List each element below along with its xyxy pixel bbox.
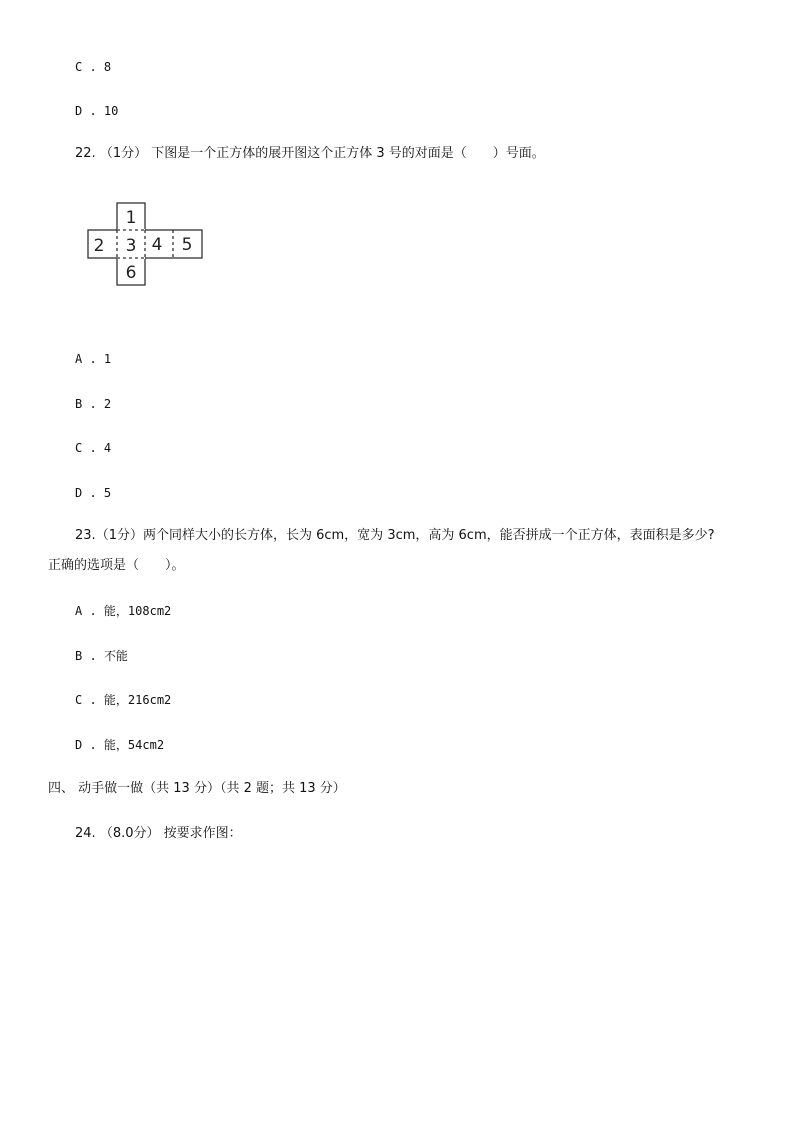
option-letter: C bbox=[75, 441, 83, 455]
question-23 bbox=[75, 528, 715, 544]
option-text: 能，54cm2 bbox=[103, 738, 165, 752]
option-letter: D bbox=[75, 738, 83, 752]
question-22 bbox=[75, 146, 545, 162]
question-score: （1分） bbox=[99, 146, 148, 161]
question-text: 两个同样大小的长方体，长为 6cm，宽为 3cm，高为 6cm，能否拼成一个正方体，表面积是多少? bbox=[142, 528, 715, 543]
q22-option-a[interactable]: A . 1 bbox=[75, 352, 112, 366]
q22-option-c[interactable]: C . 4 bbox=[75, 441, 112, 455]
option-text: 4 bbox=[103, 441, 112, 455]
q22-option-d[interactable]: D . 5 bbox=[75, 486, 112, 500]
option-text: 2 bbox=[103, 397, 112, 411]
net-label-2: 2 bbox=[93, 236, 105, 256]
q23-option-b[interactable]: B . 不能 bbox=[75, 649, 128, 663]
question-number: 24. bbox=[75, 826, 96, 841]
q22-option-b[interactable]: B . 2 bbox=[75, 397, 112, 411]
question-number: 23. bbox=[75, 528, 96, 543]
option-letter: B bbox=[75, 397, 83, 411]
question-score: （1分） bbox=[95, 528, 143, 543]
question-score: （8.0分） bbox=[99, 826, 160, 841]
option-text: 1 bbox=[103, 352, 112, 366]
question-23-continued: 正确的选项是（ ）。 bbox=[48, 558, 185, 573]
net-label-3: 3 bbox=[125, 236, 137, 256]
cube-net-figure bbox=[84, 201, 206, 287]
option-text: 5 bbox=[103, 486, 112, 500]
option-text: 8 bbox=[103, 60, 112, 74]
q23-option-a[interactable]: A . 能，108cm2 bbox=[75, 604, 172, 618]
option-d-prev: D . 10 bbox=[75, 104, 119, 118]
question-text: 按要求作图： bbox=[163, 826, 242, 841]
net-label-4: 4 bbox=[151, 235, 163, 255]
option-text: 不能 bbox=[103, 649, 128, 663]
net-label-5: 5 bbox=[181, 235, 193, 255]
option-letter: D bbox=[75, 104, 83, 118]
option-letter: A bbox=[75, 604, 83, 618]
net-label-1: 1 bbox=[125, 208, 137, 228]
option-text: 能，108cm2 bbox=[103, 604, 172, 618]
option-letter: C bbox=[75, 60, 83, 74]
option-letter: B bbox=[75, 649, 83, 663]
option-text: 10 bbox=[103, 104, 119, 118]
question-24 bbox=[75, 826, 242, 842]
question-text: 下图是一个正方体的展开图这个正方体 3 号的对面是（ ）号面。 bbox=[151, 146, 545, 161]
section-heading: 四、 动手做一做（共 13 分）（共 2 题；共 13 分） bbox=[48, 781, 346, 796]
option-c-prev: C . 8 bbox=[75, 60, 112, 74]
option-text: 能，216cm2 bbox=[103, 693, 172, 707]
q23-option-c[interactable]: C . 能，216cm2 bbox=[75, 693, 172, 707]
option-letter: D bbox=[75, 486, 83, 500]
q23-option-d[interactable]: D . 能，54cm2 bbox=[75, 738, 165, 752]
option-letter: C bbox=[75, 693, 83, 707]
net-label-6: 6 bbox=[125, 263, 137, 283]
question-number: 22. bbox=[75, 146, 96, 161]
option-letter: A bbox=[75, 352, 83, 366]
